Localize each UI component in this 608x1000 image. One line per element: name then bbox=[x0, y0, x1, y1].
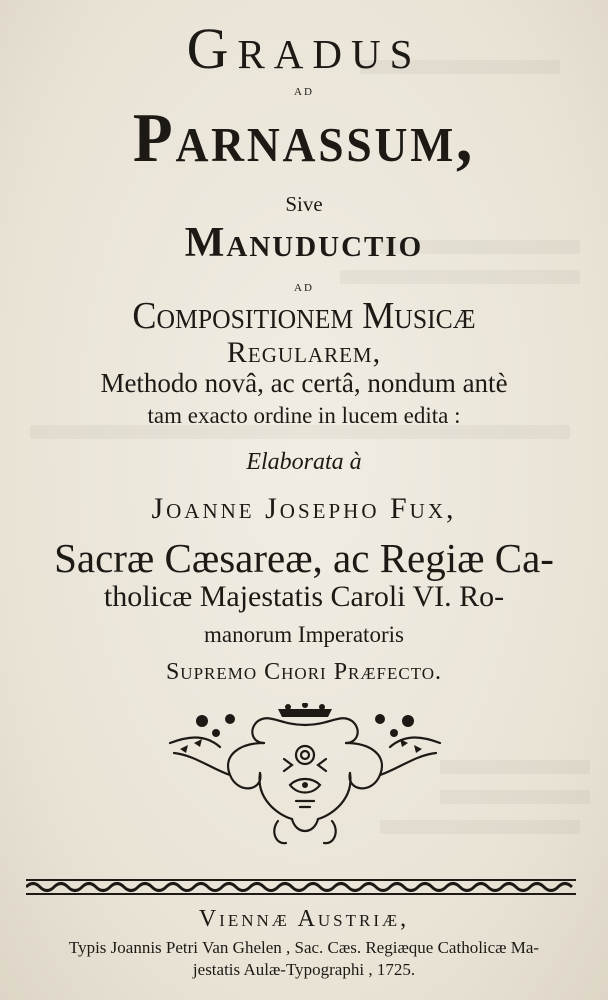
rope-border-rule bbox=[26, 877, 576, 897]
subtitle-compositionem: Compositionem Musicæ bbox=[132, 295, 476, 337]
subtitle-ad: ad bbox=[294, 279, 314, 295]
author-title-line2: tholicæ Majestatis Caroli VI. Ro- bbox=[103, 580, 505, 613]
author-name: Joanne Josepho Fux, bbox=[151, 492, 457, 525]
subtitle-methodo: Methodo novâ, ac certâ, nondum antè bbox=[100, 368, 508, 398]
author-title-line1: Sacræ Cæsareæ, ac Regiæ Ca- bbox=[54, 535, 554, 581]
author-office: Supremo Chori Præfecto. bbox=[165, 659, 443, 685]
subtitle-tam-exacto: tam exacto ordine in lucem edita : bbox=[147, 403, 461, 428]
title-parnassum: Parnassum, bbox=[132, 100, 476, 177]
subtitle-manuductio: Manuductio bbox=[184, 220, 424, 266]
title-ad: ad bbox=[294, 83, 314, 99]
imprint-line1: Typis Joannis Petri Van Ghelen , Sac. Cæs. Regiæque Catholicæ Ma- bbox=[68, 938, 540, 957]
crown-vignette-icon bbox=[160, 703, 450, 853]
title-sive: Sive bbox=[285, 192, 323, 216]
elaborata-line: Elaborata à bbox=[246, 449, 362, 475]
imprint-line2: jestatis Aulæ-Typographi , 1725. bbox=[192, 960, 416, 979]
author-title-line3: manorum Imperatoris bbox=[204, 622, 404, 647]
subtitle-regularem: Regularem, bbox=[226, 336, 382, 369]
imprint-city: Viennæ Austriæ, bbox=[198, 906, 410, 932]
title-gradus: Gradus bbox=[186, 16, 422, 81]
